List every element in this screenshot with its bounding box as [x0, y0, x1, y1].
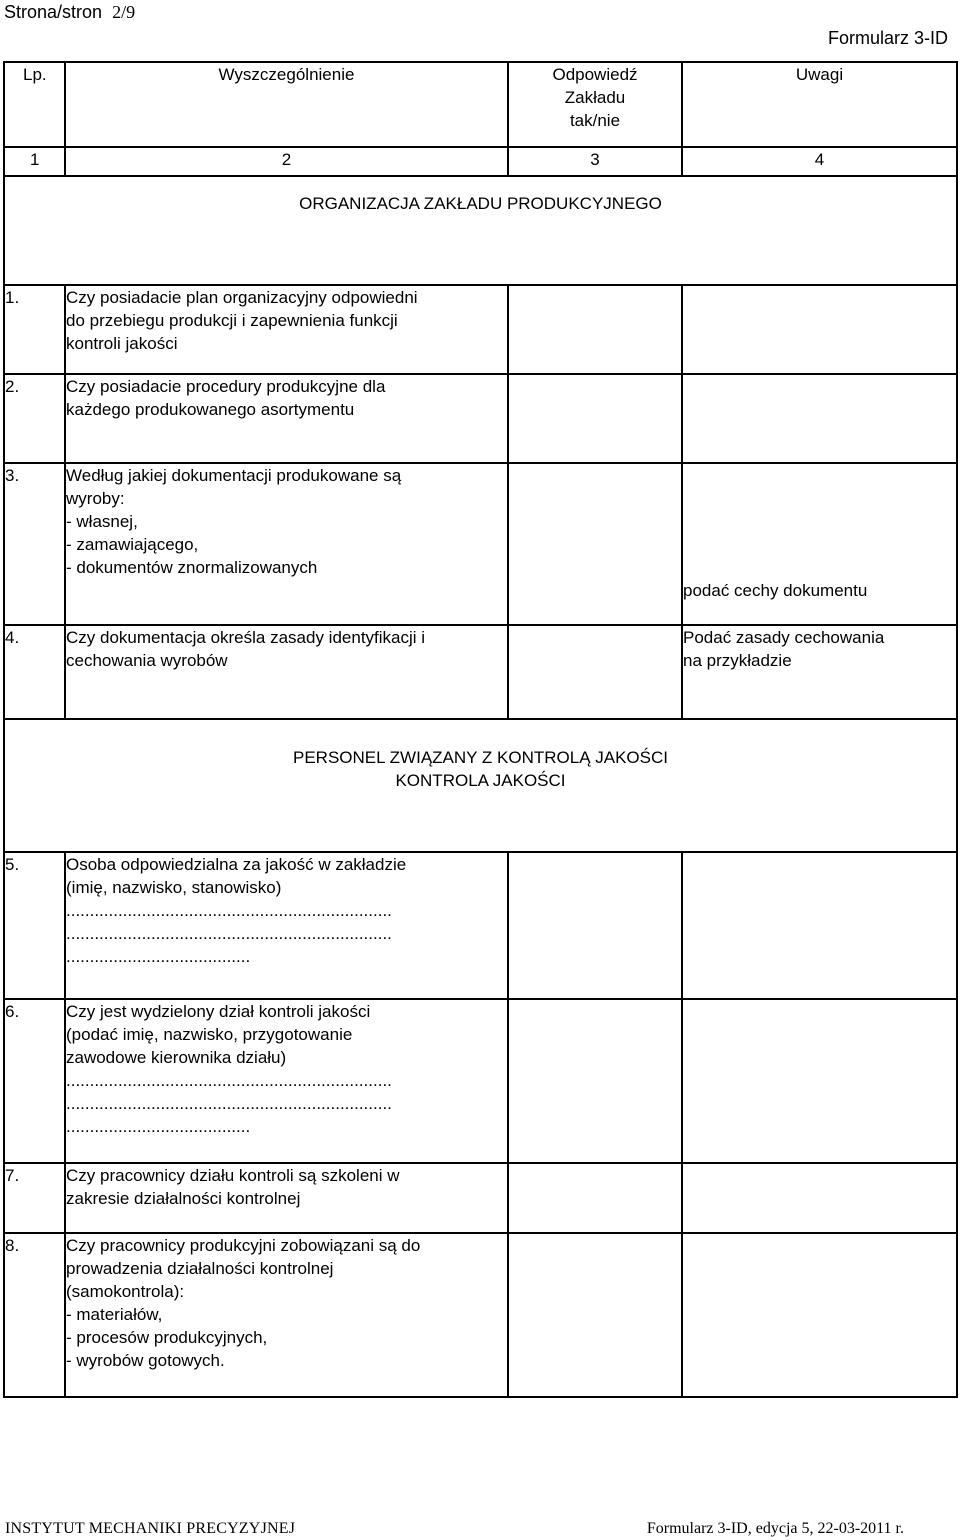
table-row [4, 374, 957, 463]
page-number: 2/9 [112, 2, 136, 22]
page-counter [4, 2, 135, 23]
section-personnel-line2: KONTROLA JAKOŚCI [395, 771, 566, 790]
row-number: 5. [4, 852, 65, 999]
question-line: - materiałów, [66, 1305, 163, 1324]
answer-cell[interactable] [508, 1163, 682, 1233]
column-answer-line1: Odpowiedź [552, 65, 638, 84]
dotted-fill-line: ..................................................................... [66, 1094, 392, 1113]
question-line: Czy posiadacie procedury produkcyjne dla [66, 377, 386, 396]
row-number: 7. [4, 1163, 65, 1233]
question-line: każdego produkowanego asortymentu [66, 400, 355, 419]
page-label: Strona/stron [4, 2, 103, 22]
notes-cell[interactable] [682, 1163, 957, 1233]
table-row [4, 285, 957, 374]
answer-cell[interactable] [508, 463, 682, 625]
column-num-1: 1 [4, 147, 65, 176]
table-row [4, 1163, 957, 1233]
row-question [65, 999, 508, 1163]
question-line: (samokontrola): [66, 1282, 185, 1301]
row-number: 4. [4, 625, 65, 719]
section-org-title: ORGANIZACJA ZAKŁADU PRODUKCYJNEGO [4, 176, 957, 285]
section-personnel-row [4, 719, 957, 852]
answer-cell[interactable] [508, 852, 682, 999]
column-spec: Wyszczególnienie [65, 62, 508, 147]
question-line: prowadzenia działalności kontrolnej [66, 1259, 334, 1278]
question-line: Czy dokumentacja określa zasady identyfikacji i [66, 628, 426, 647]
question-line: - wyrobów gotowych. [66, 1351, 225, 1370]
column-num-3: 3 [508, 147, 682, 176]
footer-institute: INSTYTUT MECHANIKI PRECYZYJNEJ [5, 1520, 296, 1537]
question-line: Czy pracownicy działu kontroli są szkoleni w [66, 1166, 400, 1185]
column-answer [508, 62, 682, 147]
answer-cell[interactable] [508, 999, 682, 1163]
note-line: na przykładzie [683, 651, 792, 670]
question-line: zawodowe kierownika działu) [66, 1048, 287, 1067]
table-row [4, 625, 957, 719]
dotted-fill-line: ....................................... [66, 947, 251, 966]
row-question [65, 1233, 508, 1397]
question-line: (imię, nazwisko, stanowisko) [66, 878, 282, 897]
question-line: zakresie działalności kontrolnej [66, 1189, 301, 1208]
row-question [65, 1163, 508, 1233]
table-row [4, 852, 957, 999]
notes-cell[interactable] [682, 852, 957, 999]
question-line: - własnej, [66, 512, 138, 531]
section-org-row [4, 176, 957, 285]
notes-cell[interactable] [682, 463, 957, 625]
row-number: 8. [4, 1233, 65, 1397]
column-header-row [4, 62, 957, 147]
row-number: 1. [4, 285, 65, 374]
question-line: do przebiegu produkcji i zapewnienia funkcji [66, 311, 398, 330]
column-lp: Lp. [4, 62, 65, 147]
question-line: - dokumentów znormalizowanych [66, 558, 318, 577]
dotted-fill-line: ....................................... [66, 1117, 251, 1136]
column-notes: Uwagi [682, 62, 957, 147]
dotted-fill-line: ..................................................................... [66, 1071, 392, 1090]
note-line: podać cechy dokumentu [683, 581, 868, 600]
notes-cell[interactable] [682, 285, 957, 374]
form-id: Formularz 3-ID [827, 28, 948, 48]
table-row [4, 463, 957, 625]
question-line: Osoba odpowiedzialna za jakość w zakładzie [66, 855, 407, 874]
notes-cell[interactable] [682, 999, 957, 1163]
notes-cell[interactable] [682, 374, 957, 463]
column-num-2: 2 [65, 147, 508, 176]
row-number: 2. [4, 374, 65, 463]
answer-cell[interactable] [508, 374, 682, 463]
answer-cell[interactable] [508, 1233, 682, 1397]
column-answer-line2: Zakładu [564, 88, 626, 107]
notes-cell[interactable] [682, 625, 957, 719]
row-number: 6. [4, 999, 65, 1163]
row-question [65, 852, 508, 999]
column-num-4: 4 [682, 147, 957, 176]
answer-cell[interactable] [508, 285, 682, 374]
question-line: - zamawiającego, [66, 535, 199, 554]
form-table [3, 61, 958, 1398]
row-question [65, 625, 508, 719]
row-number: 3. [4, 463, 65, 625]
question-line: Czy pracownicy produkcyjni zobowiązani są do [66, 1236, 421, 1255]
table-row [4, 1233, 957, 1397]
notes-cell[interactable] [682, 1233, 957, 1397]
question-line: wyroby: [66, 489, 125, 508]
section-personnel-title [4, 719, 957, 852]
row-question [65, 374, 508, 463]
row-question [65, 285, 508, 374]
question-line: (podać imię, nazwisko, przygotowanie [66, 1025, 353, 1044]
question-line: Czy jest wydzielony dział kontroli jakości [66, 1002, 371, 1021]
note-line: Podać zasady cechowania [683, 628, 885, 647]
column-answer-line3: tak/nie [569, 111, 621, 130]
dotted-fill-line: ..................................................................... [66, 924, 392, 943]
answer-cell[interactable] [508, 625, 682, 719]
column-number-row [4, 147, 957, 176]
table-row [4, 999, 957, 1163]
question-line: kontroli jakości [66, 334, 178, 353]
question-line: cechowania wyrobów [66, 651, 228, 670]
question-line: Według jakiej dokumentacji produkowane są [66, 466, 402, 485]
section-personnel-line1: PERSONEL ZWIĄZANY Z KONTROLĄ JAKOŚCI [292, 748, 668, 767]
row-question [65, 463, 508, 625]
question-line: - procesów produkcyjnych, [66, 1328, 268, 1347]
dotted-fill-line: ..................................................................... [66, 901, 392, 920]
footer-edition: Formularz 3-ID, edycja 5, 22-03-2011 r. [646, 1520, 904, 1537]
question-line: Czy posiadacie plan organizacyjny odpowiedni [66, 288, 418, 307]
